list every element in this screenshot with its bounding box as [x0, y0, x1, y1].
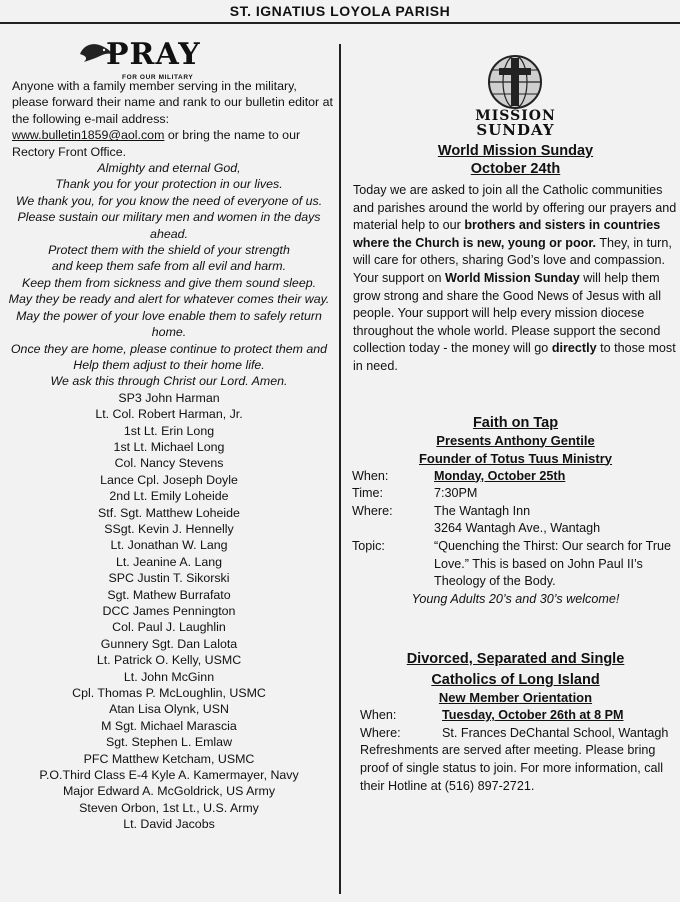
list-item: Sgt. Mathew Burrafato	[107, 587, 231, 602]
prayer-line: Protect them with the shield of your strength	[48, 243, 290, 258]
where-label: Where:	[352, 503, 393, 518]
faith-founder: Founder of Totus Tuus Ministry	[418, 450, 613, 466]
mission-bold-text: brothers and sisters in countries where the Church is new, young or poor.	[353, 218, 661, 250]
pray-logo-word: PRAY	[106, 37, 201, 72]
prayer-line: May the power of your love enable them to safely return home.	[16, 308, 322, 340]
list-item: SPC Justin T. Sikorski	[108, 571, 230, 586]
parish-header: ST. IGNATIUS LOYOLA PARISH	[0, 0, 680, 24]
where-label: Where:	[360, 725, 401, 740]
pray-logo	[64, 37, 244, 81]
intro-text-2: or bring the name to our Rectory Front Office.	[12, 128, 301, 159]
right-column	[353, 54, 678, 795]
mission-text: They, in turn, will care for others, sharing God’s love and compassion. Your support on	[353, 235, 672, 285]
globe-cross-icon	[463, 54, 567, 110]
topic-label: Topic:	[352, 538, 385, 553]
list-item: PFC Matthew Ketcham, USMC	[83, 751, 255, 766]
list-item: Lance Cpl. Joseph Doyle	[100, 472, 238, 487]
prayer-line: Help them adjust to their home life.	[73, 357, 265, 372]
where-value: St. Frances DeChantal School, Wantagh	[442, 725, 669, 740]
where-value	[434, 503, 678, 538]
mission-sunday-logo	[353, 54, 678, 142]
list-item: Stf. Sgt. Matthew Loheide	[98, 505, 240, 520]
prayer-line: and keep them safe from all evil and harm.	[51, 259, 287, 274]
when-label: When:	[360, 708, 397, 723]
list-item: Col. Paul J. Laughlin	[112, 620, 226, 635]
pray-intro	[4, 78, 334, 160]
prayer-line: We ask this through Christ our Lord. Amen.	[50, 374, 288, 389]
faith-details	[352, 468, 678, 591]
prayer-line: We thank you, for you know the need of everyone of us.	[15, 193, 323, 208]
faith-title: Faith on Tap	[472, 414, 559, 431]
list-item: Major Edward A. McGoldrick, US Army	[62, 784, 276, 799]
dsc-details	[360, 707, 668, 742]
list-item: Steven Orbon, 1st Lt., U.S. Army	[79, 800, 259, 815]
prayer-line: Thank you for your protection in our lives.	[55, 177, 283, 192]
list-item: Atan Lisa Olynk, USN	[109, 702, 229, 717]
faith-presents: Presents Anthony Gentile	[436, 432, 595, 448]
mission-date: October 24th	[470, 161, 561, 177]
topic-value: “Quenching the Thirst: Our search for True Love.” This is based on John Paul II’s Theology of the Body.	[434, 538, 672, 589]
prayer-line: Once they are home, please continue to protect them and	[10, 341, 328, 356]
list-item: Lt. John McGinn	[123, 669, 215, 684]
list-item: Lt. Jeanine A. Lang	[115, 554, 223, 569]
pray-section	[4, 37, 334, 833]
time-label: Time:	[352, 486, 384, 501]
when-value: Monday, October 25th	[434, 468, 566, 483]
time-value: 7:30PM	[434, 486, 478, 501]
dsc-body: Refreshments are served after meeting. Please bring proof of single status to join. For more information, call their Hotline at (516) 897-2721.	[360, 743, 664, 793]
prayer-line: Almighty and eternal God,	[97, 161, 241, 176]
prayer-line: Please sustain our military men and women in the days ahead.	[17, 210, 321, 241]
mission-bold-text: World Mission Sunday	[444, 270, 580, 285]
military-prayer	[4, 160, 334, 390]
where-line: 3264 Wantagh Ave., Wantagh	[434, 521, 601, 536]
list-item: Lt. Col. Robert Harman, Jr.	[95, 407, 243, 422]
list-item: 2nd Lt. Emily Loheide	[109, 489, 229, 504]
list-item: Lt. Patrick O. Kelly, USMC	[96, 653, 242, 668]
dsc-title-2: Catholics of Long Island	[431, 672, 600, 689]
list-item: 1st Lt. Erin Long	[123, 423, 215, 438]
prayer-line: Keep them from sickness and give them sound sleep.	[21, 275, 317, 290]
faith-note: Young Adults 20’s and 30’s welcome!	[411, 591, 620, 606]
list-item: M Sgt. Michael Marascia	[101, 718, 237, 733]
when-label: When:	[352, 468, 389, 483]
email-link[interactable]: www.bulletin1859@aol.com	[12, 128, 165, 143]
mission-text: to those most in need.	[353, 341, 676, 373]
mission-title: World Mission Sunday	[437, 143, 594, 159]
where-line: The Wantagh Inn	[434, 503, 531, 518]
column-divider	[339, 44, 341, 894]
list-item: Sgt. Stephen L. Emlaw	[105, 735, 233, 750]
list-item: Lt. David Jacobs	[123, 817, 215, 832]
military-names-list	[4, 390, 334, 833]
pray-logo-subtitle: FOR OUR MILITARY	[122, 74, 194, 81]
list-item: SSgt. Kevin J. Hennelly	[104, 521, 234, 536]
prayer-line: May they be ready and alert for whatever comes their way.	[8, 292, 330, 307]
intro-text-1: Anyone with a family member serving in the military, please forward their name and rank to our bulletin editor at the following e-mail address:	[12, 79, 333, 126]
mission-logo-line1: MISSION	[475, 108, 556, 124]
list-item: DCC James Pennington	[102, 604, 236, 618]
mission-body	[353, 182, 678, 376]
mission-text: Today we are asked to join all the Catholic communities and parishes around the world by offering our prayers and material help to our	[353, 183, 677, 233]
list-item: 1st Lt. Michael Long	[113, 439, 225, 454]
list-item: Lt. Jonathan W. Lang	[110, 538, 228, 553]
list-item: Gunnery Sgt. Dan Lalota	[100, 636, 238, 651]
dsc-subtitle: New Member Orientation	[438, 690, 593, 706]
list-item: SP3 John Harman	[118, 390, 220, 405]
mission-logo-line2: SUNDAY	[476, 121, 555, 139]
list-item: Cpl. Thomas P. McLoughlin, USMC	[72, 686, 266, 701]
mission-bold-text: directly	[551, 341, 597, 356]
list-item: P.O.Third Class E-4 Kyle A. Kamermayer, Navy	[39, 768, 299, 783]
faith-on-tap-section	[353, 414, 678, 609]
when-value: Tuesday, October 26th at 8 PM	[442, 708, 624, 723]
dsc-section	[353, 650, 678, 795]
mission-text: will help them grow strong and share the Good News of Jesus with all people. Your support will help every mission diocese throughout the whole world. Please support the second collection today - the money will go	[353, 270, 662, 356]
list-item: Col. Nancy Stevens	[114, 456, 224, 471]
dsc-title-1: Divorced, Separated and Single	[406, 651, 625, 668]
